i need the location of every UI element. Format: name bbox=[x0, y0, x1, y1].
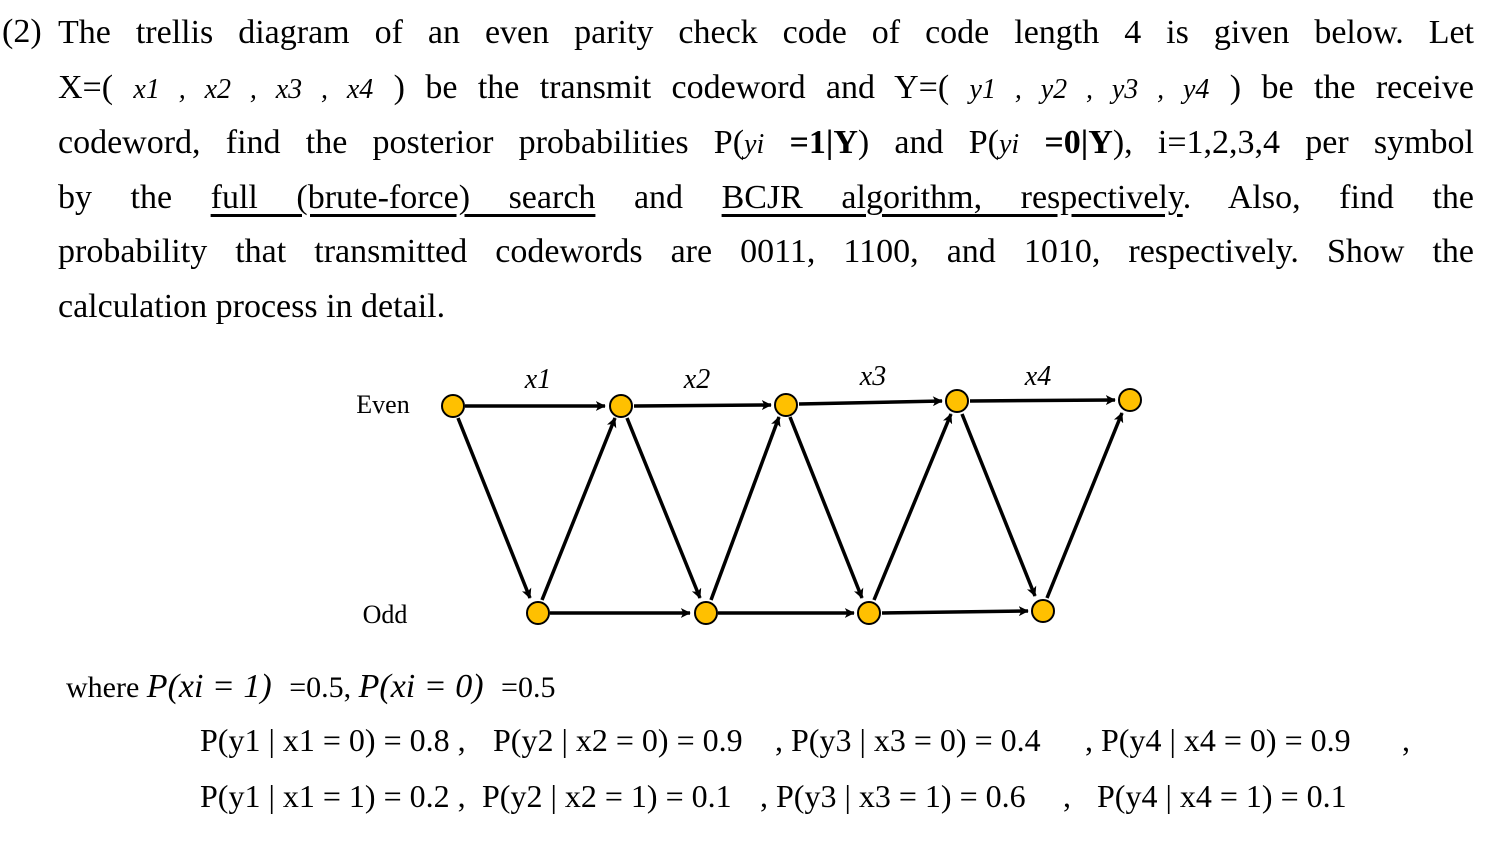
stage-label-x1: x1 bbox=[524, 364, 552, 395]
full-search-text: full (brute-force) search bbox=[210, 179, 596, 216]
problem-line-1: The trellis diagram of an even parity check code of code length 4 is given below. Let bbox=[58, 14, 1474, 51]
priors-line bbox=[66, 668, 555, 706]
problem-line-5: probability that transmitted codewords are 0011, 1100, and 1010, respectively. Show the bbox=[58, 233, 1474, 270]
line2-suffix: ) be the receive bbox=[1209, 69, 1474, 106]
bcjr-text: BCJR algorithm, respectively bbox=[721, 179, 1183, 216]
edge-o4-e5 bbox=[1047, 413, 1122, 598]
problem-number: (2) bbox=[2, 13, 42, 50]
likelihood-y3-x0: , P(y3 | x3 = 0) = 0.4 bbox=[775, 722, 1041, 758]
likelihood-y4-x1: P(y4 | x4 = 1) = 0.1 bbox=[1097, 778, 1347, 814]
node-even-1 bbox=[610, 395, 632, 417]
node-odd-4 bbox=[1032, 600, 1054, 622]
likelihood-y1-x0: P(y1 | x1 = 0) = 0.8 , bbox=[200, 722, 466, 758]
posterior-one: =1|Y bbox=[764, 124, 858, 161]
line3-post: ), i=1,2,3,4 per symbol bbox=[1112, 124, 1474, 161]
x-variables: x1 , x2 , x3 , x4 bbox=[133, 74, 374, 105]
edge-o3-e4 bbox=[874, 414, 951, 600]
prior-one-expr: P(xi = 1) bbox=[146, 668, 272, 705]
edge-e1-e2 bbox=[634, 405, 771, 406]
line4-post: . Also, find the bbox=[1182, 179, 1474, 216]
node-even-3 bbox=[946, 390, 968, 412]
edge-e3-o4 bbox=[962, 414, 1035, 596]
trailing-comma: , bbox=[1402, 722, 1410, 758]
prior-zero-value: =0.5 bbox=[501, 671, 556, 704]
stage-label-x4: x4 bbox=[1024, 361, 1052, 392]
node-even-2 bbox=[775, 394, 797, 416]
node-even-4 bbox=[1119, 389, 1141, 411]
node-odd-3 bbox=[858, 602, 880, 624]
state-label-even: Even bbox=[356, 390, 410, 419]
edge-o2-e3 bbox=[711, 417, 779, 600]
edge-e2-o3 bbox=[790, 417, 862, 598]
stage-label-x2: x2 bbox=[683, 364, 711, 395]
node-odd-1 bbox=[527, 602, 549, 624]
likelihood-y3-x1: , P(y3 | x3 = 1) = 0.6 bbox=[760, 778, 1026, 814]
likelihood-y2-x0: P(y2 | x2 = 0) = 0.9 bbox=[493, 722, 743, 758]
node-odd-2 bbox=[695, 602, 717, 624]
edge-e0-o1 bbox=[458, 418, 530, 598]
line4-mid: and bbox=[595, 179, 722, 216]
x-prefix: X=( bbox=[58, 69, 134, 106]
where-word: where bbox=[66, 671, 140, 704]
trellis-edges bbox=[458, 400, 1122, 613]
problem-line-6: calculation process in detail. bbox=[58, 288, 446, 325]
line2-mid: ) be the transmit codeword and Y=( bbox=[373, 69, 970, 106]
yi-var-2: yi bbox=[998, 129, 1020, 160]
line3-pre: codeword, find the posterior probabilities P( bbox=[58, 124, 745, 161]
likelihood-y4-x0: , P(y4 | x4 = 0) = 0.9 bbox=[1085, 722, 1351, 758]
edge-e3-e4 bbox=[970, 400, 1115, 401]
likelihood-y1-x1: P(y1 | x1 = 1) = 0.2 , bbox=[200, 778, 466, 814]
line3-mid: ) and P( bbox=[857, 124, 999, 161]
stage-label-x3: x3 bbox=[859, 361, 887, 392]
yi-var-1: yi bbox=[744, 129, 765, 160]
edge-e2-e3 bbox=[799, 401, 942, 404]
node-even-0 bbox=[442, 395, 464, 417]
separator-comma: , bbox=[1063, 778, 1071, 814]
edge-o3-o4 bbox=[882, 611, 1028, 613]
prior-one-value: =0.5, bbox=[289, 671, 352, 704]
stage-labels bbox=[524, 361, 1051, 395]
edge-e1-o2 bbox=[627, 418, 700, 598]
y-variables: y1 , y2 , y3 , y4 bbox=[969, 74, 1210, 105]
likelihood-y2-x1: P(y2 | x2 = 1) = 0.1 bbox=[482, 778, 732, 814]
state-label-odd: Odd bbox=[362, 600, 408, 629]
prior-zero-expr: P(xi = 0) bbox=[358, 668, 484, 705]
line4-pre: by the bbox=[58, 179, 211, 216]
edge-o1-e2 bbox=[542, 418, 615, 600]
posterior-zero: =0|Y bbox=[1019, 124, 1113, 161]
